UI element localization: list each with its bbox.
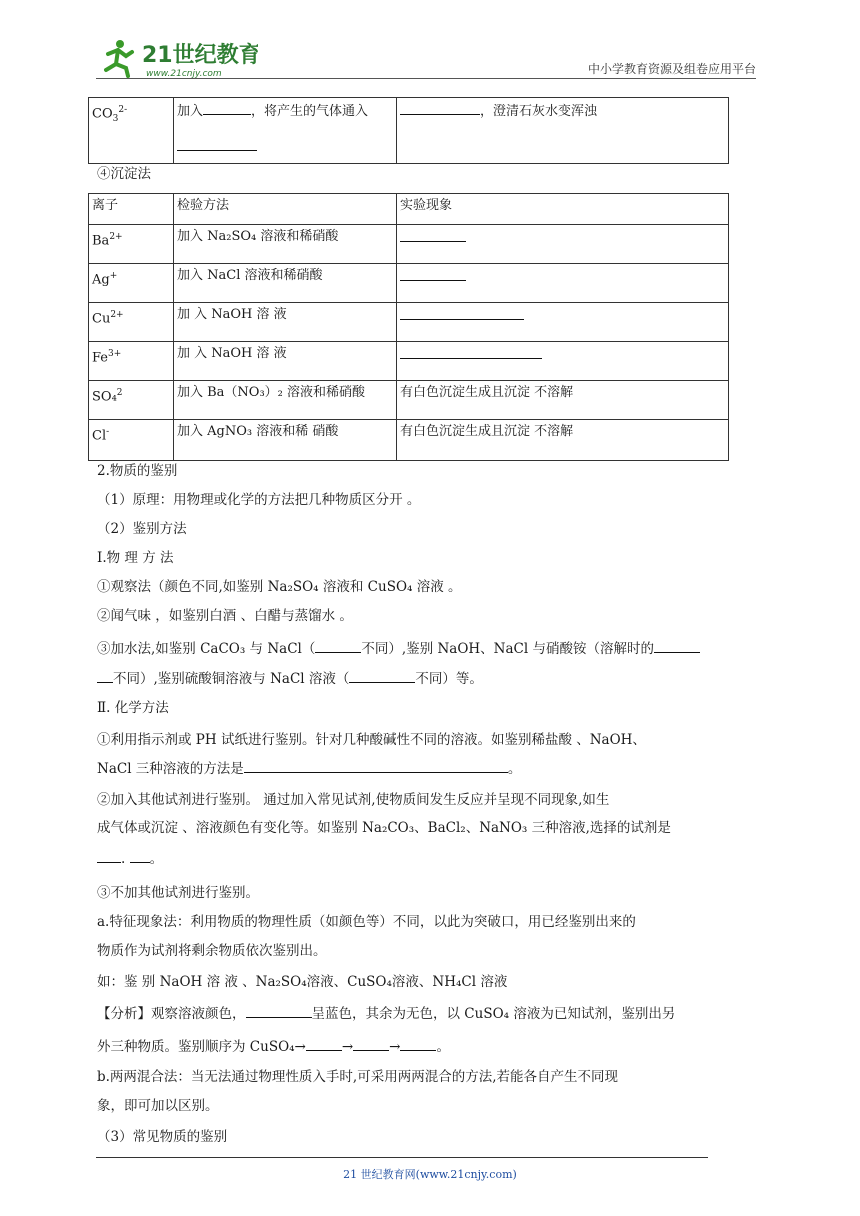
ion-cell: $Fe^{3+}$	[89, 342, 174, 381]
feature-method-line2: 物质作为试剂将剩余物质依次鉴别出。	[97, 943, 327, 959]
phenomenon-cell	[397, 303, 729, 342]
footer-divider	[96, 1157, 708, 1158]
logo-url: www.21cnjy.com	[146, 69, 222, 79]
feature-method-line1: a.特征现象法：利用物质的物理性质（如颜色等）不同，以此为突破口，用已经鉴别出来的	[97, 914, 636, 930]
table-header-row	[89, 194, 729, 225]
phenomenon-cell	[397, 264, 729, 303]
ion-cell: $CO_3^{2-}$	[89, 98, 174, 164]
header-divider	[96, 78, 756, 79]
table-row	[89, 225, 729, 264]
reagent-method-line2: 成气体或沉淀 、溶液颜色有变化等。如鉴别 Na₂CO₃、BaCl₂、NaNO₃ 三种溶液,选择的试剂是	[97, 820, 671, 836]
header-method: 检验方法	[174, 194, 397, 225]
method-cell: 加入 Na₂SO₄ 溶液和稀硝酸	[174, 225, 397, 264]
smell-method: ②闻气味 ，如鉴别白酒 、白醋与蒸馏水 。	[97, 608, 353, 624]
example-line: 如：鉴 别 NaOH 溶 液 、Na₂SO₄溶液、CuSO₄溶液、NH₄Cl 溶液	[97, 974, 508, 990]
footer-link[interactable]: 21 世纪教育网(www.21cnjy.com)	[343, 1168, 517, 1181]
method-cell: 加入 NaCl 溶液和稀硝酸	[174, 264, 397, 303]
methods-heading: （2）鉴别方法	[97, 521, 187, 537]
indicator-method-line2: NaCl 三种溶液的方法是 。	[97, 758, 521, 779]
table-row	[89, 381, 729, 420]
indicator-method-line1: ①利用指示剂或 PH 试纸进行鉴别。针对几种酸碱性不同的溶液。如鉴别稀盐酸 、NaOH、	[97, 732, 646, 748]
reagent-method-line1: ②加入其他试剂进行鉴别。 通过加入常见试剂,使物质间发生反应并呈现不同现象,如生	[97, 792, 610, 808]
site-logo	[98, 36, 258, 80]
runner-icon	[106, 40, 132, 76]
method-cell: 加 入 NaOH 溶 液	[174, 342, 397, 381]
common-substances-heading: （3）常见物质的鉴别	[97, 1129, 228, 1145]
reagent-method-line3: . 。	[97, 848, 163, 869]
ion-cell: $Ba^{2+}$	[89, 225, 174, 264]
ion-cell: $Cu^{2+}$	[89, 303, 174, 342]
water-method-line1: ③加水法,如鉴别 CaCO₃ 与 NaCl（ 不同）,鉴别 NaOH、NaCl 与硝酸铵（溶解时的	[97, 638, 700, 659]
physical-methods-heading: I.物 理 方 法	[97, 550, 174, 566]
pairwise-method-line1: b.两两混合法：当无法通过物理性质入手时,可采用两两混合的方法,若能各自产生不同现	[97, 1069, 619, 1085]
observation-method: ①观察法（颜色不同,如鉴别 Na₂SO₄ 溶液和 CuSO₄ 溶液 。	[97, 579, 462, 595]
heading-identification: 2.物质的鉴别	[97, 463, 178, 479]
no-reagent-method: ③不加其他试剂进行鉴别。	[97, 885, 259, 901]
table-row	[89, 420, 729, 461]
phenomenon-cell: 有白色沉淀生成且沉淀 不溶解	[397, 381, 729, 420]
phenomenon-cell: 有白色沉淀生成且沉淀 不溶解	[397, 420, 729, 461]
header-tagline: 中小学教育资源及组卷应用平台	[587, 62, 756, 76]
chemical-methods-heading: Ⅱ. 化学方法	[97, 700, 169, 716]
ion-cell: SO₄$^2$	[89, 381, 174, 420]
pairwise-method-line2: 象，即可加以区别。	[97, 1098, 219, 1114]
principle-text: （1）原理：用物理或化学的方法把几种物质区分开 。	[97, 492, 421, 508]
method-cell: 加入 Ba（NO₃）₂ 溶液和稀硝酸	[174, 381, 397, 420]
table-row	[89, 342, 729, 381]
water-method-line2: 不同）,鉴别硫酸铜溶液与 NaCl 溶液（ 不同）等。	[97, 668, 483, 689]
table-row	[89, 264, 729, 303]
logo-text: 21世纪教育	[142, 43, 258, 68]
header-ion: 离子	[89, 194, 174, 225]
sediment-table	[88, 193, 729, 461]
phenomenon-cell	[397, 342, 729, 381]
method-cell: 加入 AgNO₃ 溶液和稀 硝酸	[174, 420, 397, 461]
carbonate-table	[88, 97, 729, 164]
table-row	[89, 303, 729, 342]
section-sediment: ④沉淀法	[97, 166, 151, 182]
analysis-line1: 【分析】观察溶液颜色， 呈蓝色，其余为无色，以 CuSO₄ 溶液为已知试剂，鉴别出另	[97, 1003, 675, 1024]
analysis-line2: 外三种物质。鉴别顺序为 CuSO₄→ → → 。	[97, 1036, 450, 1057]
ion-cell: Ag+	[89, 264, 174, 303]
phenomenon-cell: ，澄清石灰水变浑浊	[397, 98, 729, 164]
method-cell: 加入 ，将产生的气体通入	[174, 98, 397, 164]
phenomenon-cell	[397, 225, 729, 264]
ion-cell: Cl-	[89, 420, 174, 461]
method-cell: 加 入 NaOH 溶 液	[174, 303, 397, 342]
header-phenomenon: 实验现象	[397, 194, 729, 225]
